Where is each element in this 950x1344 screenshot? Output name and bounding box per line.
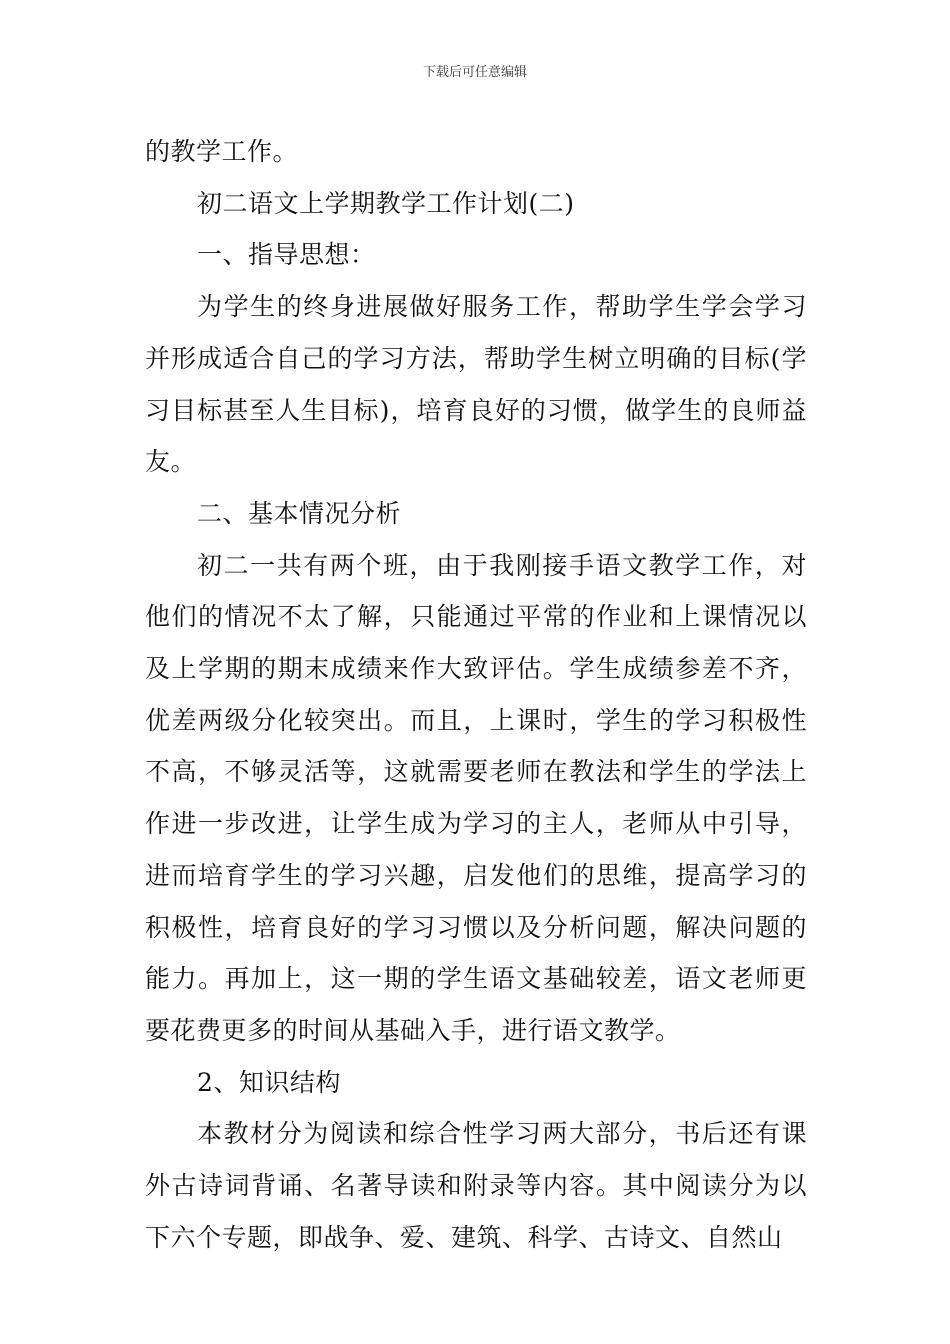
heading-situation-analysis: 二、基本情况分析 [197, 498, 402, 528]
paragraph-guiding-thought: 为学生的终身进展做好服务工作，帮助学生学会学习并形成适合自己的学习方法，帮助学生树立明确的目标(学习目标甚至人生目标)，培育良好的习惯，做学生的良师益友。 [145, 292, 807, 477]
paragraph-continuation: 的教学工作。 [145, 137, 299, 166]
section-title: 初二语文上学期教学工作计划(二) [197, 188, 575, 218]
heading-knowledge-structure: 2、知识结构 [197, 1067, 341, 1097]
heading-guiding-thought: 一、指导思想： [197, 240, 376, 270]
paragraph-knowledge-structure: 本教材分为阅读和综合性学习两大部分，书后还有课外古诗词背诵、名著导读和附录等内容。其中阅读分为以下六个专题，即战争、爱、建筑、科学、古诗文、自然山 [145, 1119, 807, 1252]
paragraph-situation-analysis: 初二一共有两个班，由于我刚接手语文教学工作，对他们的情况不太了解，只能通过平常的作业和上课情况以及上学期的期末成绩来作大致评估。学生成绩参差不齐，优差两级分化较突出。而且，上课时，学生的学习积极性不高，不够灵活等，这就需要老师在教法和学生的学法上作进一步改进，让学生成为学习的主人，老师从中引导，进而培育学生的学习兴趣，启发他们的思维，提高学习的积极性，培育良好的学习习惯以及分析问题，解决问题的能力。再加上，这一期的学生语文基础较差，语文老师更要花费更多的时间从基础入手，进行语文教学。 [145, 550, 807, 1045]
page-header-note: 下载后可任意编辑 [422, 65, 527, 80]
document-body [145, 126, 807, 1263]
